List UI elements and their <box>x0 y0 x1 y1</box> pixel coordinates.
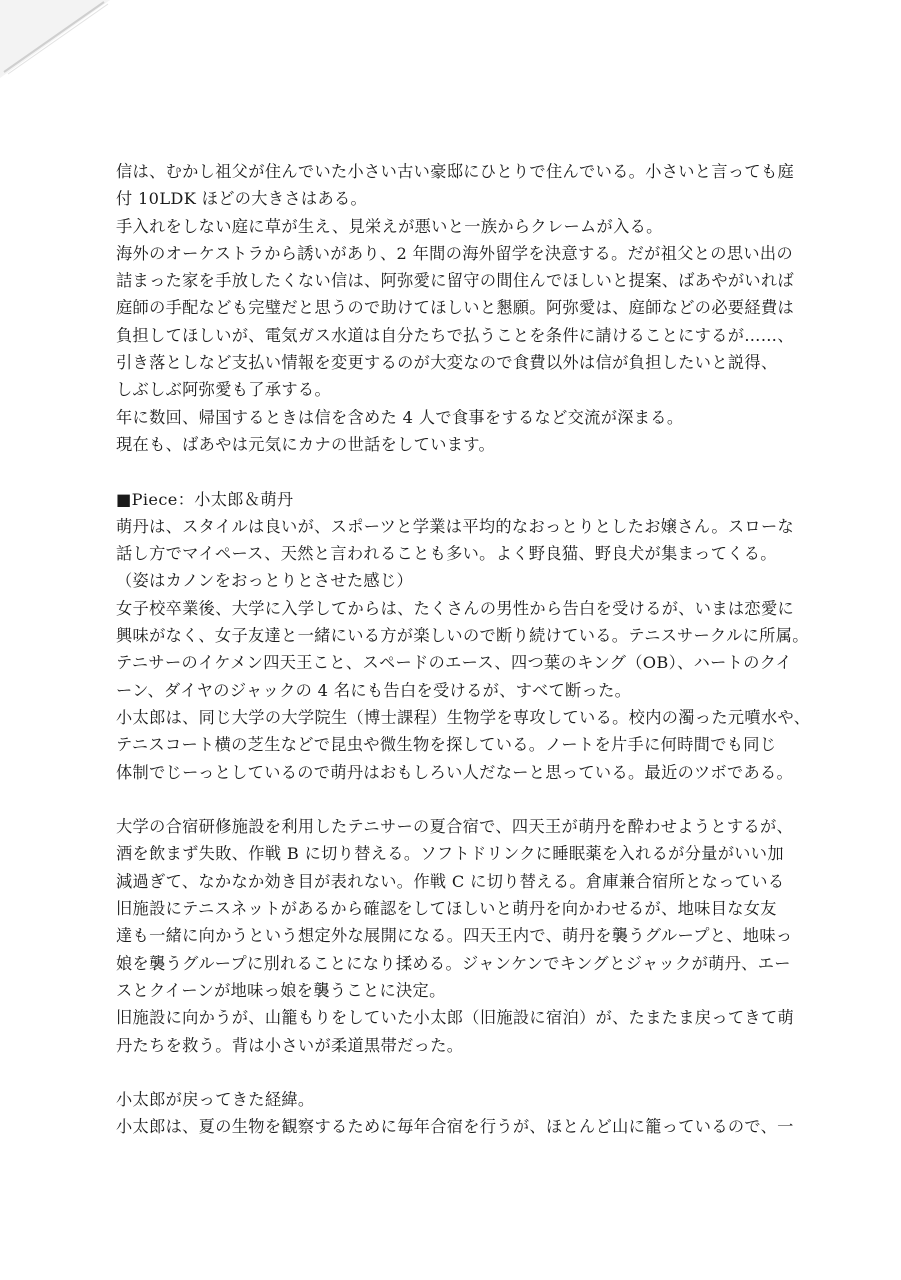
paragraph-line: 減過ぎて、なかなか効き目が表れない。作戦 C に切り替える。倉庫兼合宿所となっている <box>116 871 785 891</box>
paragraph-line: 達も一緒に向かうという想定外な展開になる。四天王内で、萌丹を襲うグループと、地味っ <box>116 926 793 946</box>
paragraph-line: 大学の合宿研修施設を利用したテニサーの夏合宿で、四天王が萌丹を酔わせようとするが、 <box>116 817 794 837</box>
paragraph-line: テニサーのイケメン四天王こと、スペードのエース、四つ葉のキング（OB）、ハートのクイ <box>116 653 793 673</box>
paragraph-line: 現在も、ばあやは元気にカナの世話をしています。 <box>116 434 496 454</box>
paragraph-line: 引き落としなど支払い情報を変更するのが大変なので食費以外は信が負担したいと説得、 <box>116 353 778 373</box>
paragraph-line: 興味がなく、女子友達と一緒にいる方が楽しいので断り続けている。テニスサークルに所属。 <box>116 626 809 646</box>
paragraph-line: 話し方でマイペース、天然と言われることも多い。よく野良猫、野良犬が集まってくる。 <box>116 544 777 564</box>
paragraph-line: 付 10LDK ほどの大きさはある。 <box>116 189 368 209</box>
blank-line <box>116 458 796 485</box>
paragraph-line: ーン、ダイヤのジャックの 4 名にも告白を受けるが、すべて断った。 <box>116 680 632 700</box>
paragraph-line: 小太郎は、同じ大学の大学院生（博士課程）生物学を専攻している。校内の濁った元噴水や、 <box>116 707 811 727</box>
paragraph-line: 旧施設にテニスネットがあるから確認をしてほしいと萌丹を向かわせるが、地味目な女友 <box>116 899 777 919</box>
paragraph-line: スとクイーンが地味っ娘を襲うことに決定。 <box>116 980 446 1000</box>
paragraph-line: 女子校卒業後、大学に入学してからは、たくさんの男性から告白を受けるが、いまは恋愛に <box>116 598 795 618</box>
paragraph-line: 酒を飲まず失敗、作戦 B に切り替える。ソフトドリンクに睡眠薬を入れるが分量がいい加 <box>116 844 784 864</box>
section-heading: ■Piece：小太郎＆萌丹 <box>116 489 294 509</box>
paragraph-line: 信は、むかし祖父が住んでいた小さい古い豪邸にひとりで住んでいる。小さいと言っても庭 <box>116 162 795 181</box>
paragraph-line: テニスコート横の芝生などで昆虫や微生物を探している。ノートを片手に何時間でも同じ <box>116 735 777 755</box>
paragraph-line: 丹たちを救う。背は小さいが柔道黒帯だった。 <box>116 1035 464 1055</box>
paragraph-line: （姿はカノンをおっとりとさせた感じ） <box>116 571 414 591</box>
page-corner-fold <box>0 0 110 90</box>
paragraph-line: 庭師の手配なども完璧だと思うので助けてほしいと懇願。阿弥愛は、庭師などの必要経費は <box>116 298 795 318</box>
paragraph-line: 手入れをしない庭に草が生え、見栄えが悪いと一族からクレームが入る。 <box>116 216 663 236</box>
paragraph-line: 負担してほしいが、電気ガス水道は自分たちで払うことを条件に請けることにするが……、 <box>116 325 794 345</box>
paragraph-line: 娘を襲うグループに別れることになり揉める。ジャンケンでキングとジャックが萌丹、エー <box>116 953 791 973</box>
blank-line <box>116 786 796 813</box>
paragraph-line: 小太郎が戻ってきた経緯。 <box>116 1090 315 1110</box>
paragraph-line: しぶしぶ阿弥愛も了承する。 <box>116 380 331 400</box>
paragraph-line: 海外のオーケストラから誘いがあり、2 年間の海外留学を決意する。だが祖父との思い出の <box>116 243 793 263</box>
paragraph-line: 萌丹は、スタイルは良いが、スポーツと学業は平均的なおっとりとしたお嬢さん。スローな <box>116 516 795 536</box>
paragraph-line: 小太郎は、夏の生物を観察するために毎年合宿を行うが、ほとんど山に籠っているので、一 <box>116 1117 794 1137</box>
paragraph-line: 年に数回、帰国するときは信を含めた 4 人で食事をするなど交流が深まる。 <box>116 407 684 427</box>
blank-line <box>116 1059 796 1086</box>
paragraph-line: 体制でじーっとしているので萌丹はおもしろい人だなーと思っている。最近のツボである。 <box>116 762 794 782</box>
document-body <box>116 158 811 1141</box>
paragraph-line: 詰まった家を手放したくない信は、阿弥愛に留守の間住んでほしいと提案、ばあやがいれば <box>116 271 795 291</box>
paragraph-line: 旧施設に向かうが、山籠もりをしていた小太郎（旧施設に宿泊）が、たまたま戻ってきて萌 <box>116 1008 795 1028</box>
